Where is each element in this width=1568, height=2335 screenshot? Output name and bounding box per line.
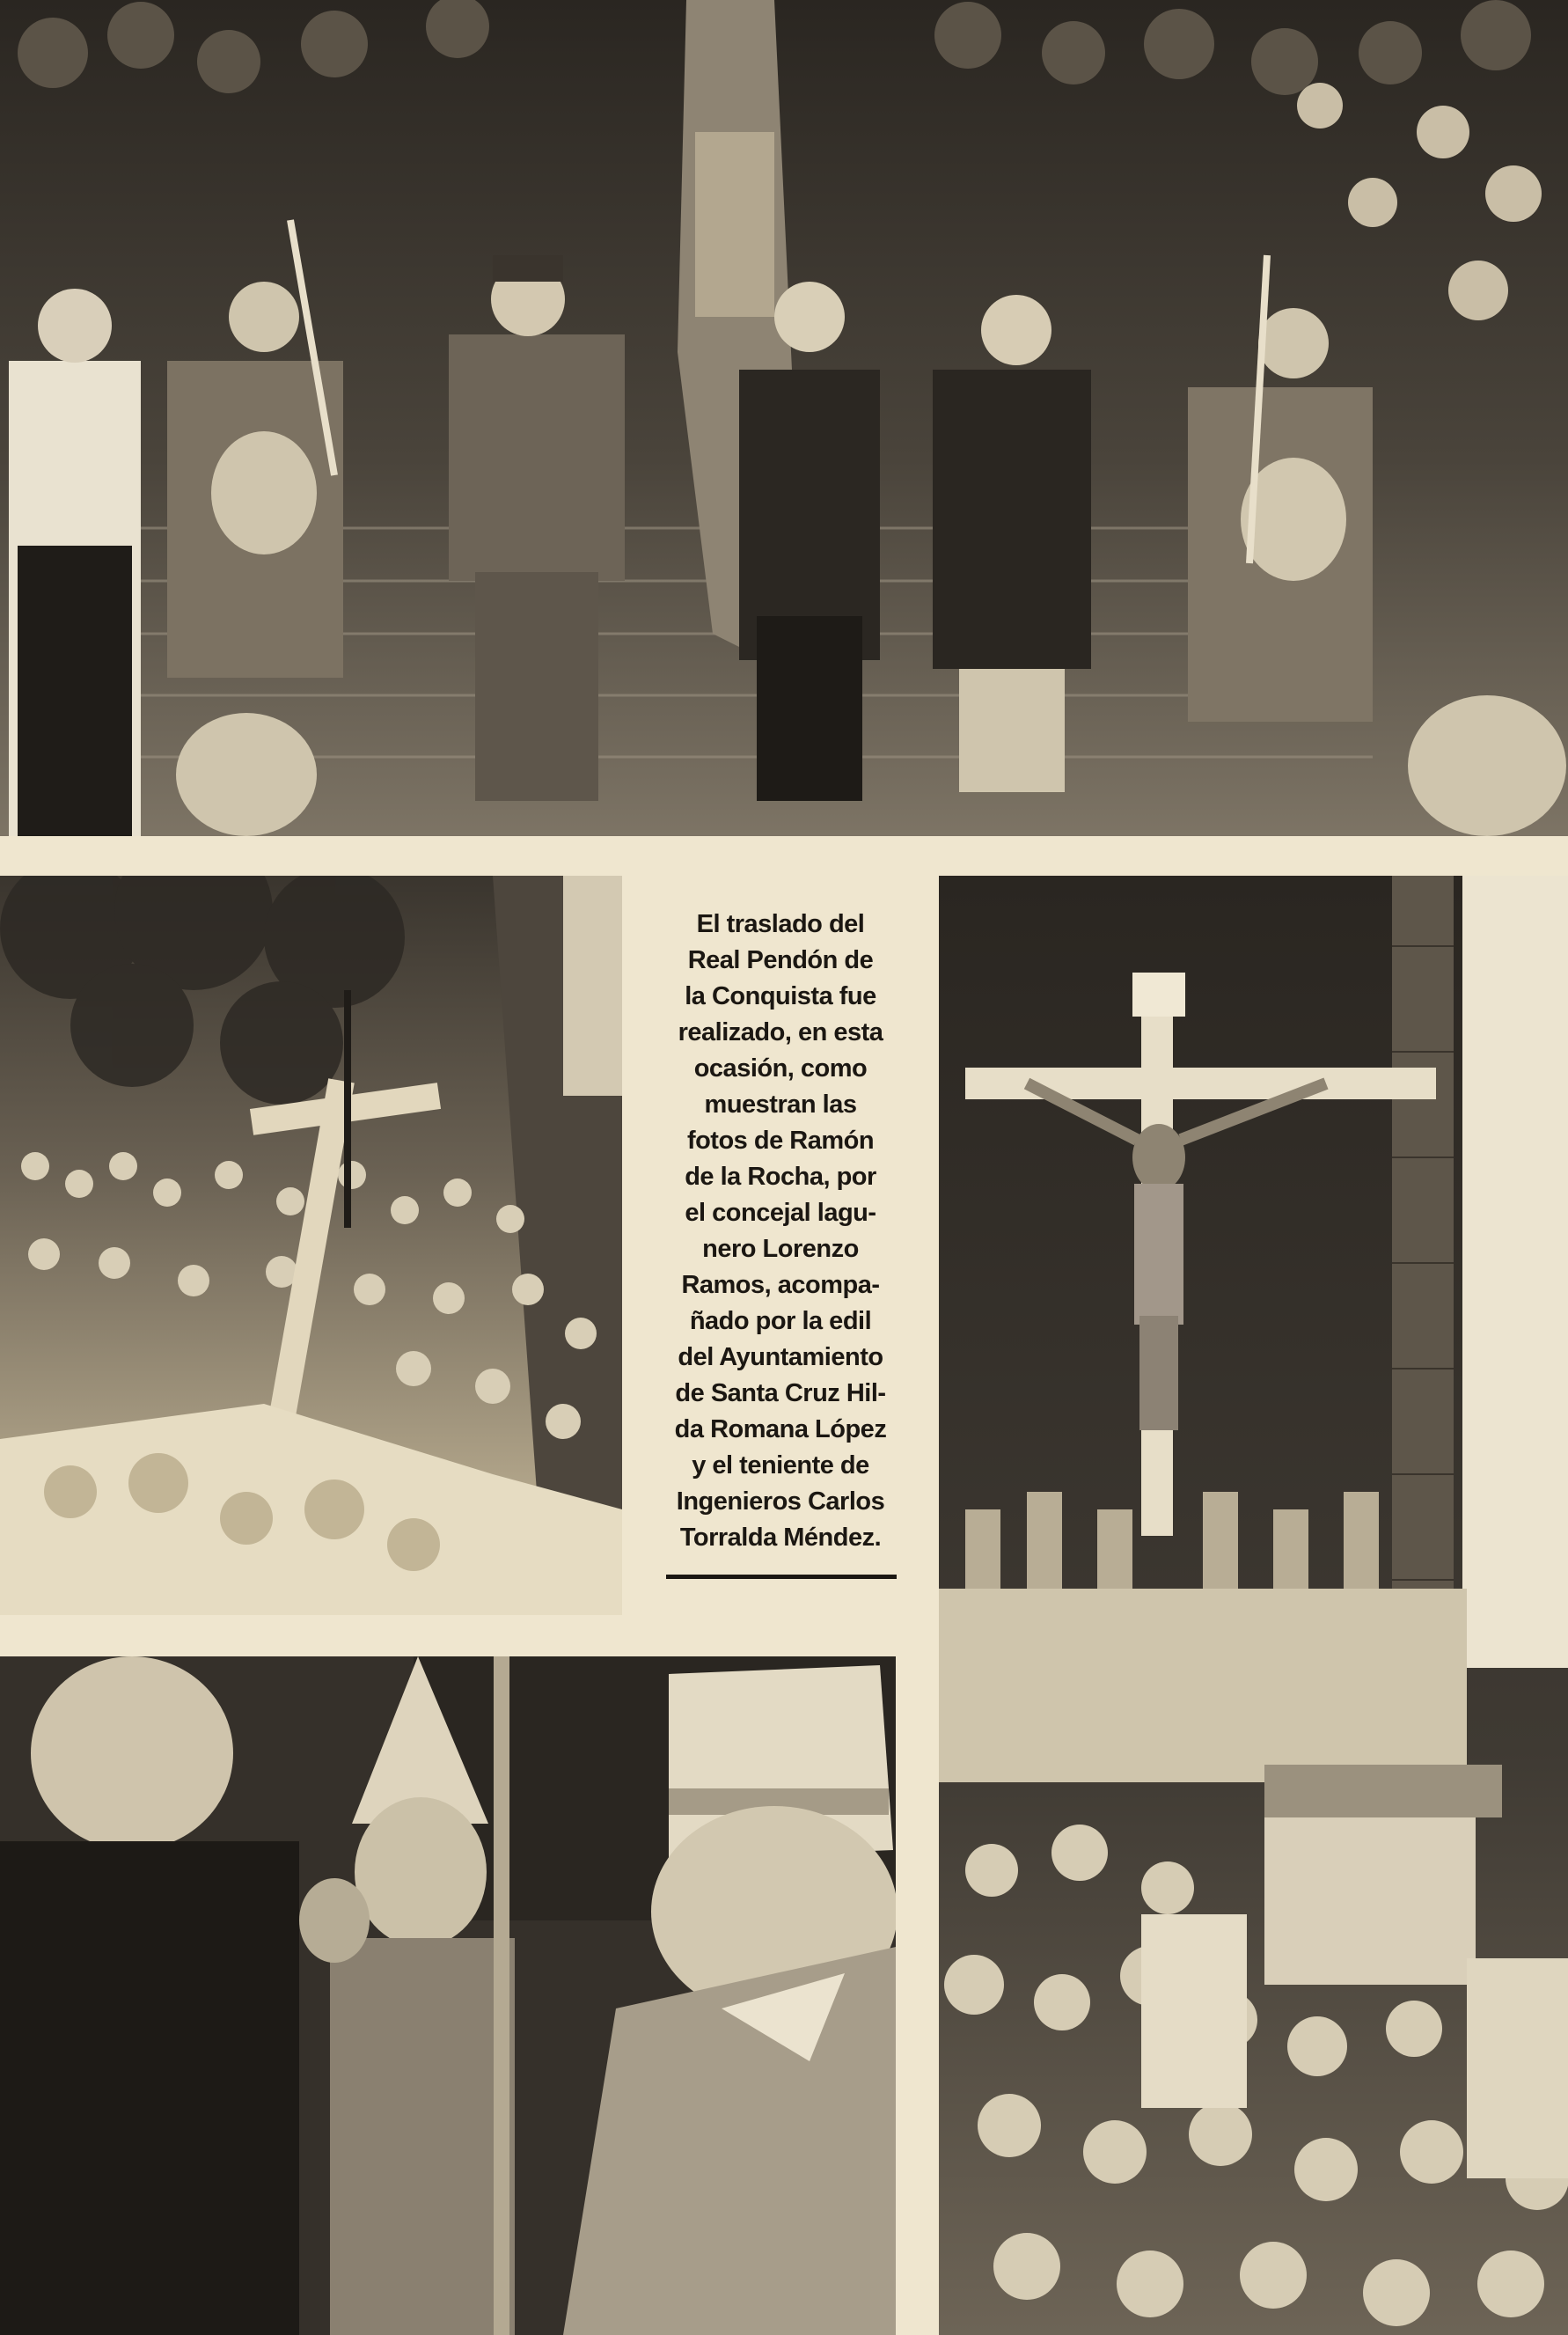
caption-line: ñado por la edil [689, 1307, 872, 1335]
caption-line: da Romana López [674, 1415, 887, 1443]
caption-line: ocasión, como [693, 1054, 868, 1083]
caption-line: el concejal lagu- [685, 1199, 876, 1227]
caption-line: la Conquista fue [685, 982, 876, 1010]
photo-procession [0, 0, 1568, 836]
photo-bishops [0, 1656, 896, 2335]
caption-line: Ramos, acompa- [681, 1271, 880, 1299]
caption-line: fotos de Ramón [686, 1127, 875, 1155]
photo-caption [653, 907, 908, 1556]
caption-line: de Santa Cruz Hil- [675, 1379, 886, 1407]
caption-line: Torralda Méndez. [679, 1524, 882, 1552]
caption-line: de la Rocha, por [685, 1163, 876, 1191]
photo-crucifix [939, 876, 1568, 2335]
photo-crowd-cross [0, 876, 622, 1615]
caption-line: y el teniente de [692, 1451, 869, 1480]
caption-rule [666, 1575, 897, 1579]
caption-line: realizado, en esta [678, 1018, 883, 1046]
caption-line: del Ayuntamiento [678, 1343, 883, 1371]
caption-line: El traslado del [696, 910, 865, 938]
caption-line: Real Pendón de [687, 946, 874, 974]
caption-line: nero Lorenzo [702, 1235, 859, 1263]
caption-line: muestran las [704, 1090, 857, 1119]
caption-line: Ingenieros Carlos [676, 1487, 885, 1516]
